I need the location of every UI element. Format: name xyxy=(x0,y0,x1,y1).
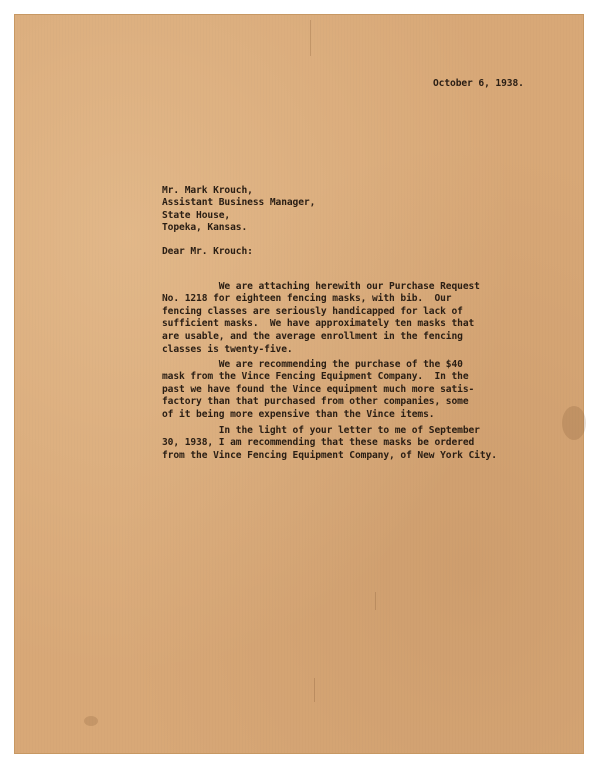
salutation: Dear Mr. Krouch: xyxy=(162,246,253,257)
text-line: 30, 1938, I am recommending that these masks be ordered xyxy=(162,437,475,449)
text-line: No. 1218 for eighteen fencing masks, with bib. Our xyxy=(162,293,452,305)
paragraph-3 xyxy=(162,412,497,475)
text-line: fencing classes are seriously handicapped for lack of xyxy=(162,305,463,317)
paper-crease xyxy=(375,592,376,610)
text-line: from the Vince Fencing Equipment Company, of New York City. xyxy=(162,449,497,461)
address-line: Assistant Business Manager, xyxy=(162,197,316,209)
paper-crease xyxy=(314,678,315,702)
paper-stain xyxy=(84,716,98,726)
text-line: We are attaching herewith our Purchase Request xyxy=(162,280,480,292)
text-line: mask from the Vince Fencing Equipment Company. In the xyxy=(162,371,469,383)
text-line: We are recommending the purchase of the $40 xyxy=(162,358,463,370)
paper-crease xyxy=(310,20,311,56)
text-line: are usable, and the average enrollment in the fencing xyxy=(162,330,463,342)
letter-date: October 6, 1938. xyxy=(433,78,524,89)
text-line: classes is twenty-five. xyxy=(162,343,293,355)
text-line: In the light of your letter to me of September xyxy=(162,424,480,436)
text-line: of it being more expensive than the Vince items. xyxy=(162,408,435,420)
text-line: past we have found the Vince equipment much more satis- xyxy=(162,383,475,395)
address-line: Mr. Mark Krouch, xyxy=(162,184,253,196)
paper-stain xyxy=(562,406,586,440)
address-line: Topeka, Kansas. xyxy=(162,222,248,234)
text-line: sufficient masks. We have approximately ten masks that xyxy=(162,318,475,330)
recipient-address xyxy=(162,172,315,248)
address-line: State House, xyxy=(162,209,231,221)
text-line: factory than that purchased from other companies, some xyxy=(162,396,469,408)
